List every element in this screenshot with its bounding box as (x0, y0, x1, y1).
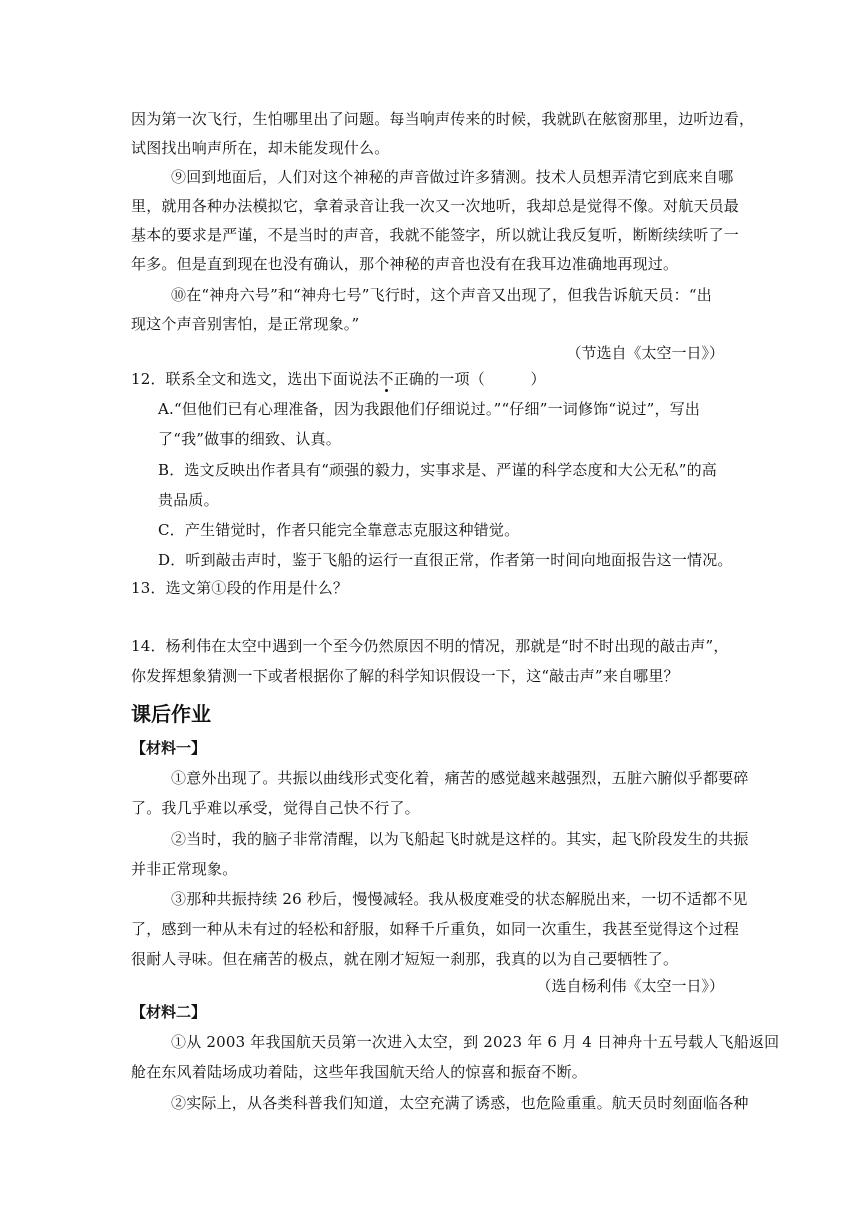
material-one-label: 【材料一】 (131, 739, 207, 757)
option-b-line: 贵品质。 (158, 491, 219, 509)
paragraph-9-line: 基本的要求是严谨，不是当时的声音，我就不能签字，所以就让我反复听，断断续续听了一 (131, 226, 740, 244)
material-two-label: 【材料二】 (131, 1003, 207, 1021)
passage-line: 试图找出响声所在，却未能发现什么。 (131, 139, 390, 157)
material-two-line: 舱在东风着陆场成功着陆，这些年我国航天给人的惊喜和振奋不断。 (131, 1063, 588, 1081)
question-12-stem-text: 12．联系全文和选文，选出下面说法 (131, 370, 379, 388)
passage-source: （节选自《太空一日》） (566, 344, 724, 362)
material-one-line: ②当时，我的脑子非常清醒，以为飞船起飞时就是这样的。其实，起飞阶段发生的共振 (171, 830, 749, 848)
paragraph-9-line: 里，就用各种办法模拟它，拿着录音让我一次又一次地听，我却总是觉得不像。对航天员最 (131, 197, 740, 215)
paragraph-10-line: 现这个声音别害怕，是正常现象。” (131, 315, 360, 333)
question-12-stem (131, 368, 546, 390)
emphasis-dot-char: 不 (378, 370, 394, 388)
question-14-line: 你发挥想象猜测一下或者根据你了解的科学知识假设一下，这“敲击声”来自哪里？ (131, 667, 679, 685)
option-b-line: B．选文反映出作者具有“顽强的毅力，实事求是、严谨的科学态度和大公无私”的高 (158, 461, 717, 479)
question-13-stem: 13．选文第①段的作用是什么？ (131, 579, 349, 597)
material-one-line: 了。我几乎难以承受，觉得自己快不行了。 (131, 799, 420, 817)
option-a-line: 了“我”做事的细致、认真。 (158, 430, 341, 448)
question-14-line: 14．杨利伟在太空中遇到一个至今仍然原因不明的情况，那就是“时不时出现的敲击声”， (131, 637, 729, 655)
material-one-line: ③那种共振持续 26 秒后，慢慢减轻。我从极度难受的状态解脱出来，一切不适都不见 (171, 890, 748, 908)
option-d: D．听到敲击声时，鉴于飞船的运行一直很正常，作者第一时间向地面报告这一情况。 (158, 551, 733, 569)
passage-line: 因为第一次飞行，生怕哪里出了问题。每当响声传来的时候，我就趴在舷窗那里，边听边看， (131, 110, 755, 128)
material-one-line: 了，感到一种从未有过的轻松和舒服，如释千斤重负，如同一次重生，我甚至觉得这个过程 (131, 920, 740, 938)
paragraph-10-line: ⑩在“神舟六号”和“神舟七号”飞行时，这个声音又出现了，但我告诉航天员：“出 (171, 286, 712, 304)
option-c: C．产生错觉时，作者只能完全靠意志克服这种错觉。 (158, 521, 520, 539)
option-a-line: A.“但他们已有心理准备，因为我跟他们仔细说过。”“仔细”一词修饰“说过”，写出 (158, 400, 701, 418)
paragraph-9-line: ⑨回到地面后，人们对这个神秘的声音做过许多猜测。技术人员想弄清它到底来自哪 (171, 168, 734, 186)
material-two-line: ②实际上，从各类科普我们知道，太空充满了诱惑，也危险重重。航天员时刻面临各种 (171, 1094, 749, 1112)
material-one-line: 很耐人寻味。但在痛苦的极点，就在刚才短短一刹那，我真的以为自己要牺牲了。 (131, 950, 679, 968)
homework-heading: 课后作业 (131, 702, 211, 726)
material-two-line: ①从 2003 年我国航天员第一次进入太空，到 2023 年 6 月 4 日神舟十五号载人飞船返回 (171, 1033, 780, 1051)
material-one-source: （选自杨利伟《太空一日》） (536, 977, 724, 995)
paragraph-9-line: 年多。但是直到现在也没有确认，那个神秘的声音也没有在我耳边准确地再现过。 (131, 255, 679, 273)
question-12-stem-text: 正确的一项（ ） (393, 370, 546, 388)
material-one-line: 并非正常现象。 (131, 860, 238, 878)
material-one-line: ①意外出现了。共振以曲线形式变化着，痛苦的感觉越来越强烈，五脏六腑似乎都要碎 (171, 769, 749, 787)
